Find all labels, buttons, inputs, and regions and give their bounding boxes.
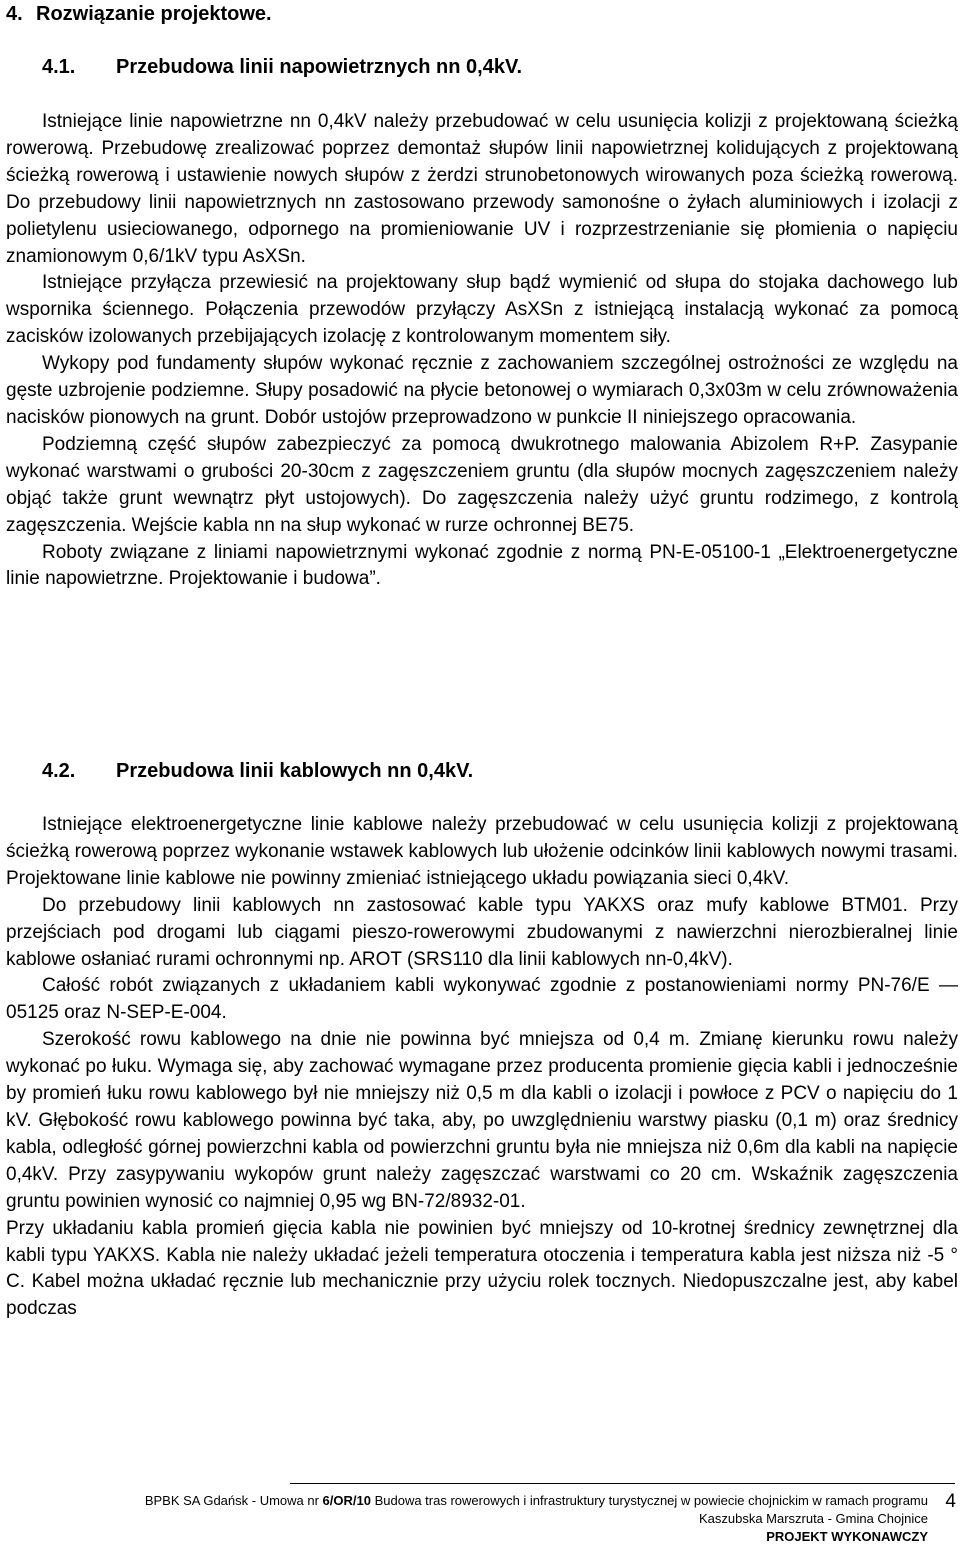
paragraph: Istniejące linie napowietrzne nn 0,4kV należy przebudować w celu usunięcia kolizji z projektowaną ścieżką rowerową. Przebudowę zrealizować poprzez demontaż słupów linii napowietrznej kolidujących z projektowaną ścieżką rowerową i ustawienie nowych słupów z żerdzi strunobetonowych wirowanych poza ścieżką rowerową. Do przebudowy linii napowietrznych nn zastosowano przewody samonośne o żyłach aluminiowych i izolacji z polietylenu usieciowanego, odpornego na promieniowanie UV i rozprzestrzenianie się płomienia o napięciu znamionowym 0,6/1kV typu AsXSn.: [6, 111, 958, 267]
chapter-number: 4.: [6, 3, 23, 25]
paragraph: Istniejące przyłącza przewiesić na projektowany słup bądź wymienić od słupa do stojaka dachowego lub wspornika ściennego. Połączenia przewodów przyłączy AsXSn z istniejącą instalacją wykonać za pomocą zacisków izolowanych przebijających izolację z kontrolowanym momentem siły.: [6, 272, 958, 348]
section-heading-4-1: [42, 55, 522, 79]
footer-divider: [290, 1483, 955, 1484]
footer-suffix: Budowa tras rowerowych i infrastruktury turystycznej w powiecie chojnickim w ramach programu: [370, 1493, 928, 1508]
section-body-4-2: [6, 812, 958, 1323]
page-number: 4: [945, 1491, 956, 1512]
paragraph: Całość robót związanych z układaniem kabli wykonywać zgodnie z postanowieniami normy PN-76/E — 05125 oraz N-SEP-E-004.: [6, 975, 958, 1024]
paragraph: Szerokość rowu kablowego na dnie nie powinna być mniejsza od 0,4 m. Zmianę kierunku rowu należy wykonać po łuku. Wymaga się, aby zachować wymagane przez producenta promienie gięcia kabli i jednocześnie by promień łuku rowu kablowego był nie mniejszy niż 0,5 m dla kabli o izolacji i powłoce z PCV o napięciu do 1 kV. Głębokość rowu kablowego powinna być taka, aby, po uwzględnieniu warstwy piasku (0,1 m) oraz średnicy kabla, odległość górnej powierzchni kabla od powierzchni gruntu była nie mniejsza niż 0,6m dla kabli na napięcie 0,4kV. Przy zasypywaniu wykopów grunt należy zagęszczać warstwami co 20 cm. Wskaźnik zagęszczenia gruntu powinien wynosić co najmniej 0,95 wg BN-72/8932-01.: [6, 1029, 958, 1212]
footer-line-1: [92, 1492, 928, 1510]
footer-line-3: PROJEKT WYKONAWCZY: [766, 1529, 928, 1544]
section-number: 4.1.: [42, 56, 76, 78]
paragraph: Do przebudowy linii kablowych nn zastosować kable typu YAKXS oraz mufy kablowe BTM01. Przy przejściach pod drogami lub ciągami pieszo-rowerowymi zbudowanymi z nawierzchni nierozbieralnej linie kablowe osłaniać rurami ochronnymi np. AROT (SRS110 dla linii kablowych nn-0,4kV).: [6, 894, 958, 970]
section-body-4-1: [6, 109, 958, 593]
paragraph: Podziemną część słupów zabezpieczyć za pomocą dwukrotnego malowania Abizolem R+P. Zasypanie wykonać warstwami o grubości 20-30cm z zagęszczeniem gruntu (dla słupów mocnych zagęszczeniem należy objąć także grunt wewnątrz płyt ustojowych). Do zagęszczenia należy użyć gruntu rodzimego, z kontrolą zagęszczenia. Wejście kabla nn na słup wykonać w rurze ochronnej BE75.: [6, 433, 958, 536]
paragraph: Przy układaniu kabla promień gięcia kabla nie powinien być mniejszy od 10-krotnej średnicy zewnętrznej dla kabli typu YAKXS. Kabla nie należy układać jeżeli temperatura otoczenia i temperatura kabla jest niższa niż -5 ° C. Kabel można układać ręcznie lub mechanicznie przy użyciu rolek tocznych. Niedopuszczalne jest, aby kabel podczas: [6, 1217, 958, 1320]
section-heading-4-2: [42, 759, 473, 783]
section-title: Przebudowa linii napowietrznych nn 0,4kV.: [116, 56, 523, 78]
chapter-title: Rozwiązanie projektowe.: [36, 3, 272, 25]
section-number: 4.2.: [42, 760, 76, 782]
paragraph: Roboty związane z liniami napowietrznymi wykonać zgodnie z normą PN-E-05100-1 „Elektroenergetyczne linie napowietrzne. Projektowanie i budowa”.: [6, 541, 958, 590]
paragraph: Istniejące elektroenergetyczne linie kablowe należy przebudować w celu usunięcia kolizji z projektowaną ścieżką rowerową poprzez wykonanie wstawek kablowych lub ułożenie odcinków linii kablowych nowymi trasami. Projektowane linie kablowe nie powinny zmieniać istniejącego układu powiązania sieci 0,4kV.: [6, 814, 958, 889]
page-footer: [92, 1492, 928, 1546]
chapter-heading: [6, 2, 272, 26]
footer-line-2: Kaszubska Marszruta - Gmina Chojnice: [698, 1511, 928, 1526]
footer-prefix: BPBK SA Gdańsk - Umowa nr: [144, 1493, 323, 1508]
footer-contract-number: 6/OR/10: [322, 1493, 371, 1508]
section-title: Przebudowa linii kablowych nn 0,4kV.: [116, 760, 474, 782]
paragraph: Wykopy pod fundamenty słupów wykonać ręcznie z zachowaniem szczególnej ostrożności ze względu na gęste uzbrojenie podziemne. Słupy posadowić na płycie betonowej o wymiarach 0,3x03m w celu zrównoważenia nacisków pionowych na grunt. Dobór ustojów przeprowadzono w punkcie II niniejszego opracowania.: [6, 353, 958, 428]
